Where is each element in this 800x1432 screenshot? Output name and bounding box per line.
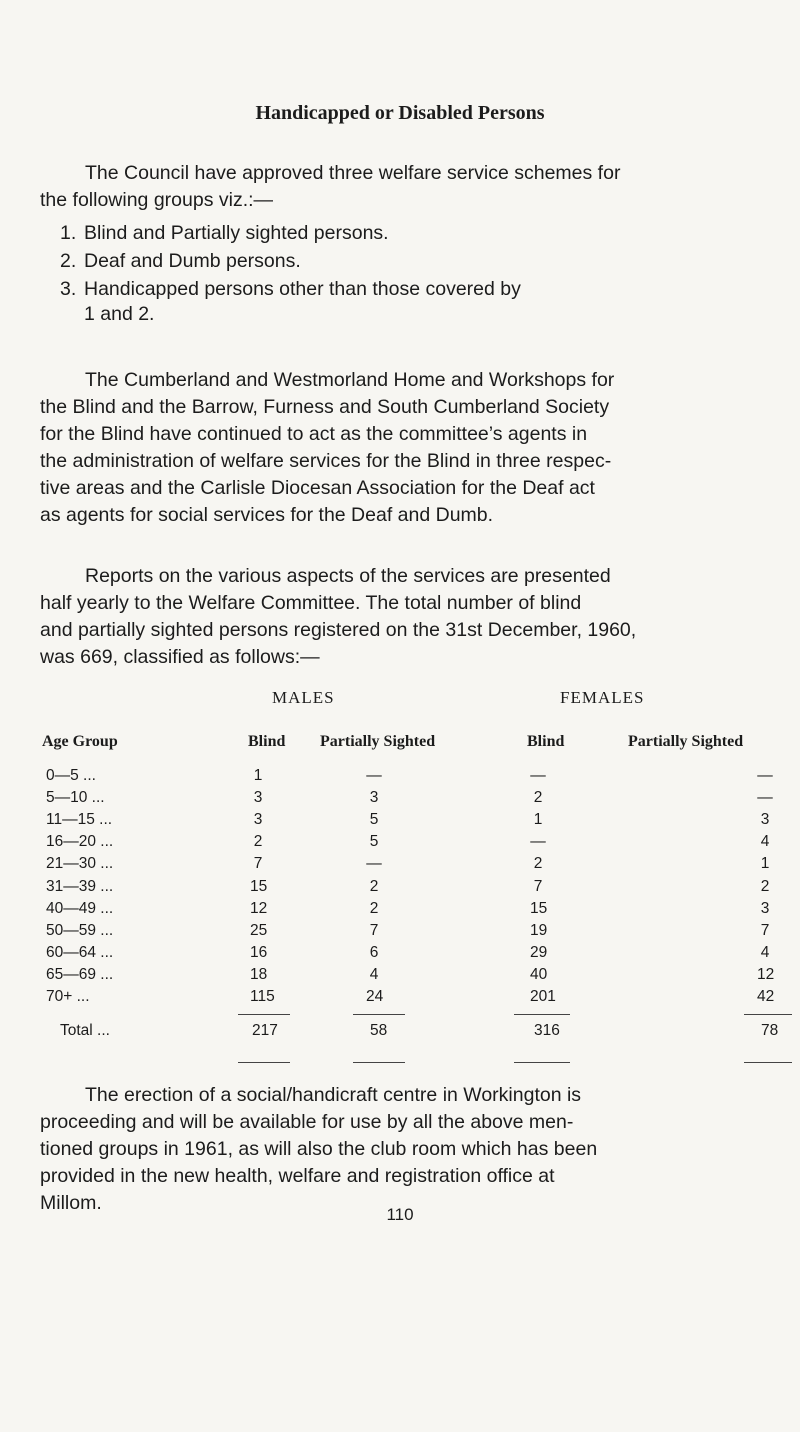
total-rule: [744, 1062, 792, 1063]
table-cell: 40: [530, 966, 548, 983]
table-cell: 2: [533, 789, 543, 806]
table-cell: 2: [369, 878, 379, 895]
table-cell: 7: [760, 922, 770, 939]
closing-paragraph: [40, 1082, 782, 1217]
agents-line: for the Blind have continued to act as the committee’s agents in: [40, 423, 588, 445]
total-rule: [238, 1062, 290, 1063]
agents-line: tive areas and the Carlisle Diocesan Association for the Deaf act: [40, 477, 595, 499]
subtotal-rule: [353, 1014, 405, 1015]
age-group-header: Age Group: [42, 733, 118, 750]
table-cell: 6: [369, 944, 379, 961]
total-rule: [353, 1062, 405, 1063]
table-cell: 4: [760, 944, 770, 961]
subtotal-rule: [514, 1014, 570, 1015]
total-females-blind: 316: [534, 1022, 560, 1039]
reports-line: was 669, classified as follows:—: [40, 646, 320, 668]
table-cell: 115: [250, 988, 275, 1005]
table-cell: 1: [533, 811, 543, 828]
age-group-cell: 0—5 ...: [46, 767, 96, 784]
table-cell: 42: [757, 988, 775, 1005]
subtotal-rule: [238, 1014, 290, 1015]
table-cell: —: [757, 767, 773, 784]
reports-line: Reports on the various aspects of the services are presented: [85, 565, 611, 587]
males-partially-sighted-header: Partially Sighted: [320, 733, 436, 750]
age-group-cell: 65—69 ...: [46, 966, 114, 983]
agents-line: the administration of welfare services for the Blind in three respec-: [40, 450, 612, 472]
table-cell: 5: [369, 811, 379, 828]
table-cell: 12: [250, 900, 268, 917]
agents-line: the Blind and the Barrow, Furness and South Cumberland Society: [40, 396, 610, 418]
intro-line: the following groups viz.:—: [40, 189, 274, 211]
table-cell: 2: [369, 900, 379, 917]
scheme-item-continuation: 1 and 2.: [84, 303, 155, 325]
page-heading: Handicapped or Disabled Persons: [255, 102, 545, 124]
reports-line: half yearly to the Welfare Committee. The total number of blind: [40, 592, 582, 614]
scheme-item: 3. Handicapped persons other than those covered by: [60, 278, 521, 300]
table-cell: 15: [250, 878, 268, 895]
males-group-header: MALES: [272, 688, 335, 707]
page-number: 110: [386, 1205, 414, 1224]
intro-line: The Council have approved three welfare service schemes for: [85, 162, 621, 184]
table-cell: 15: [530, 900, 548, 917]
total-rule: [514, 1062, 570, 1063]
table-cell: 3: [369, 789, 379, 806]
age-group-cell: 11—15 ...: [46, 811, 113, 828]
age-group-cell: 70+ ...: [46, 988, 90, 1005]
females-blind-header: Blind: [527, 733, 565, 750]
table-cell: —: [757, 789, 773, 806]
table-cell: 16: [250, 944, 268, 961]
total-label: Total ...: [60, 1022, 110, 1039]
closing-line: proceeding and will be available for use by all the above men-: [40, 1111, 574, 1133]
females-group-header: FEMALES: [560, 688, 645, 707]
subtotal-rule: [744, 1014, 792, 1015]
table-cell: —: [366, 855, 382, 872]
total-males-blind: 217: [252, 1022, 278, 1039]
age-group-cell: 16—20 ...: [46, 833, 114, 850]
agents-line: The Cumberland and Westmorland Home and Workshops for: [85, 369, 615, 391]
closing-line: The erection of a social/handicraft centre in Workington is: [85, 1084, 582, 1106]
total-females-partially-sighted: 78: [761, 1022, 779, 1039]
table-cell: —: [530, 833, 546, 850]
table-cell: 3: [760, 900, 770, 917]
scheme-item: 2. Deaf and Dumb persons.: [60, 250, 301, 272]
table-cell: 4: [760, 833, 770, 850]
females-partially-sighted-header: Partially Sighted: [628, 733, 744, 750]
table-cell: 5: [369, 833, 379, 850]
table-cell: —: [366, 767, 382, 784]
table-cell: —: [530, 767, 546, 784]
age-group-cell: 50—59 ...: [46, 922, 114, 939]
table-cell: 29: [530, 944, 548, 961]
closing-line: Millom.: [40, 1192, 102, 1214]
table-cell: 1: [253, 767, 263, 784]
table-cell: 25: [250, 922, 268, 939]
closing-line: tioned groups in 1961, as will also the club room which has been: [40, 1138, 598, 1160]
table-cell: 12: [757, 966, 775, 983]
age-group-cell: 21—30 ...: [46, 855, 114, 872]
table-cell: 7: [533, 878, 543, 895]
table-cell: 4: [369, 966, 379, 983]
agents-line: as agents for social services for the Deaf and Dumb.: [40, 504, 494, 526]
table-cell: 2: [760, 878, 770, 895]
table-cell: 24: [366, 988, 384, 1005]
males-blind-header: Blind: [248, 733, 286, 750]
table-cell: 7: [369, 922, 379, 939]
age-group-cell: 31—39 ...: [46, 878, 114, 895]
closing-line: provided in the new health, welfare and registration office at: [40, 1165, 555, 1187]
table-cell: 3: [760, 811, 770, 828]
table-cell: 2: [533, 855, 543, 872]
reports-line: and partially sighted persons registered on the 31st December, 1960,: [40, 619, 637, 641]
table-cell: 19: [530, 922, 548, 939]
table-cell: 2: [253, 833, 263, 850]
age-group-cell: 60—64 ...: [46, 944, 114, 961]
table-cell: 7: [253, 855, 263, 872]
table-cell: 3: [253, 811, 263, 828]
total-males-partially-sighted: 58: [370, 1022, 388, 1039]
table-cell: 201: [530, 988, 556, 1005]
table-cell: 1: [760, 855, 770, 872]
age-group-cell: 5—10 ...: [46, 789, 105, 806]
age-group-cell: 40—49 ...: [46, 900, 114, 917]
scheme-item: 1. Blind and Partially sighted persons.: [60, 222, 389, 244]
table-cell: 18: [250, 966, 268, 983]
table-cell: 3: [253, 789, 263, 806]
